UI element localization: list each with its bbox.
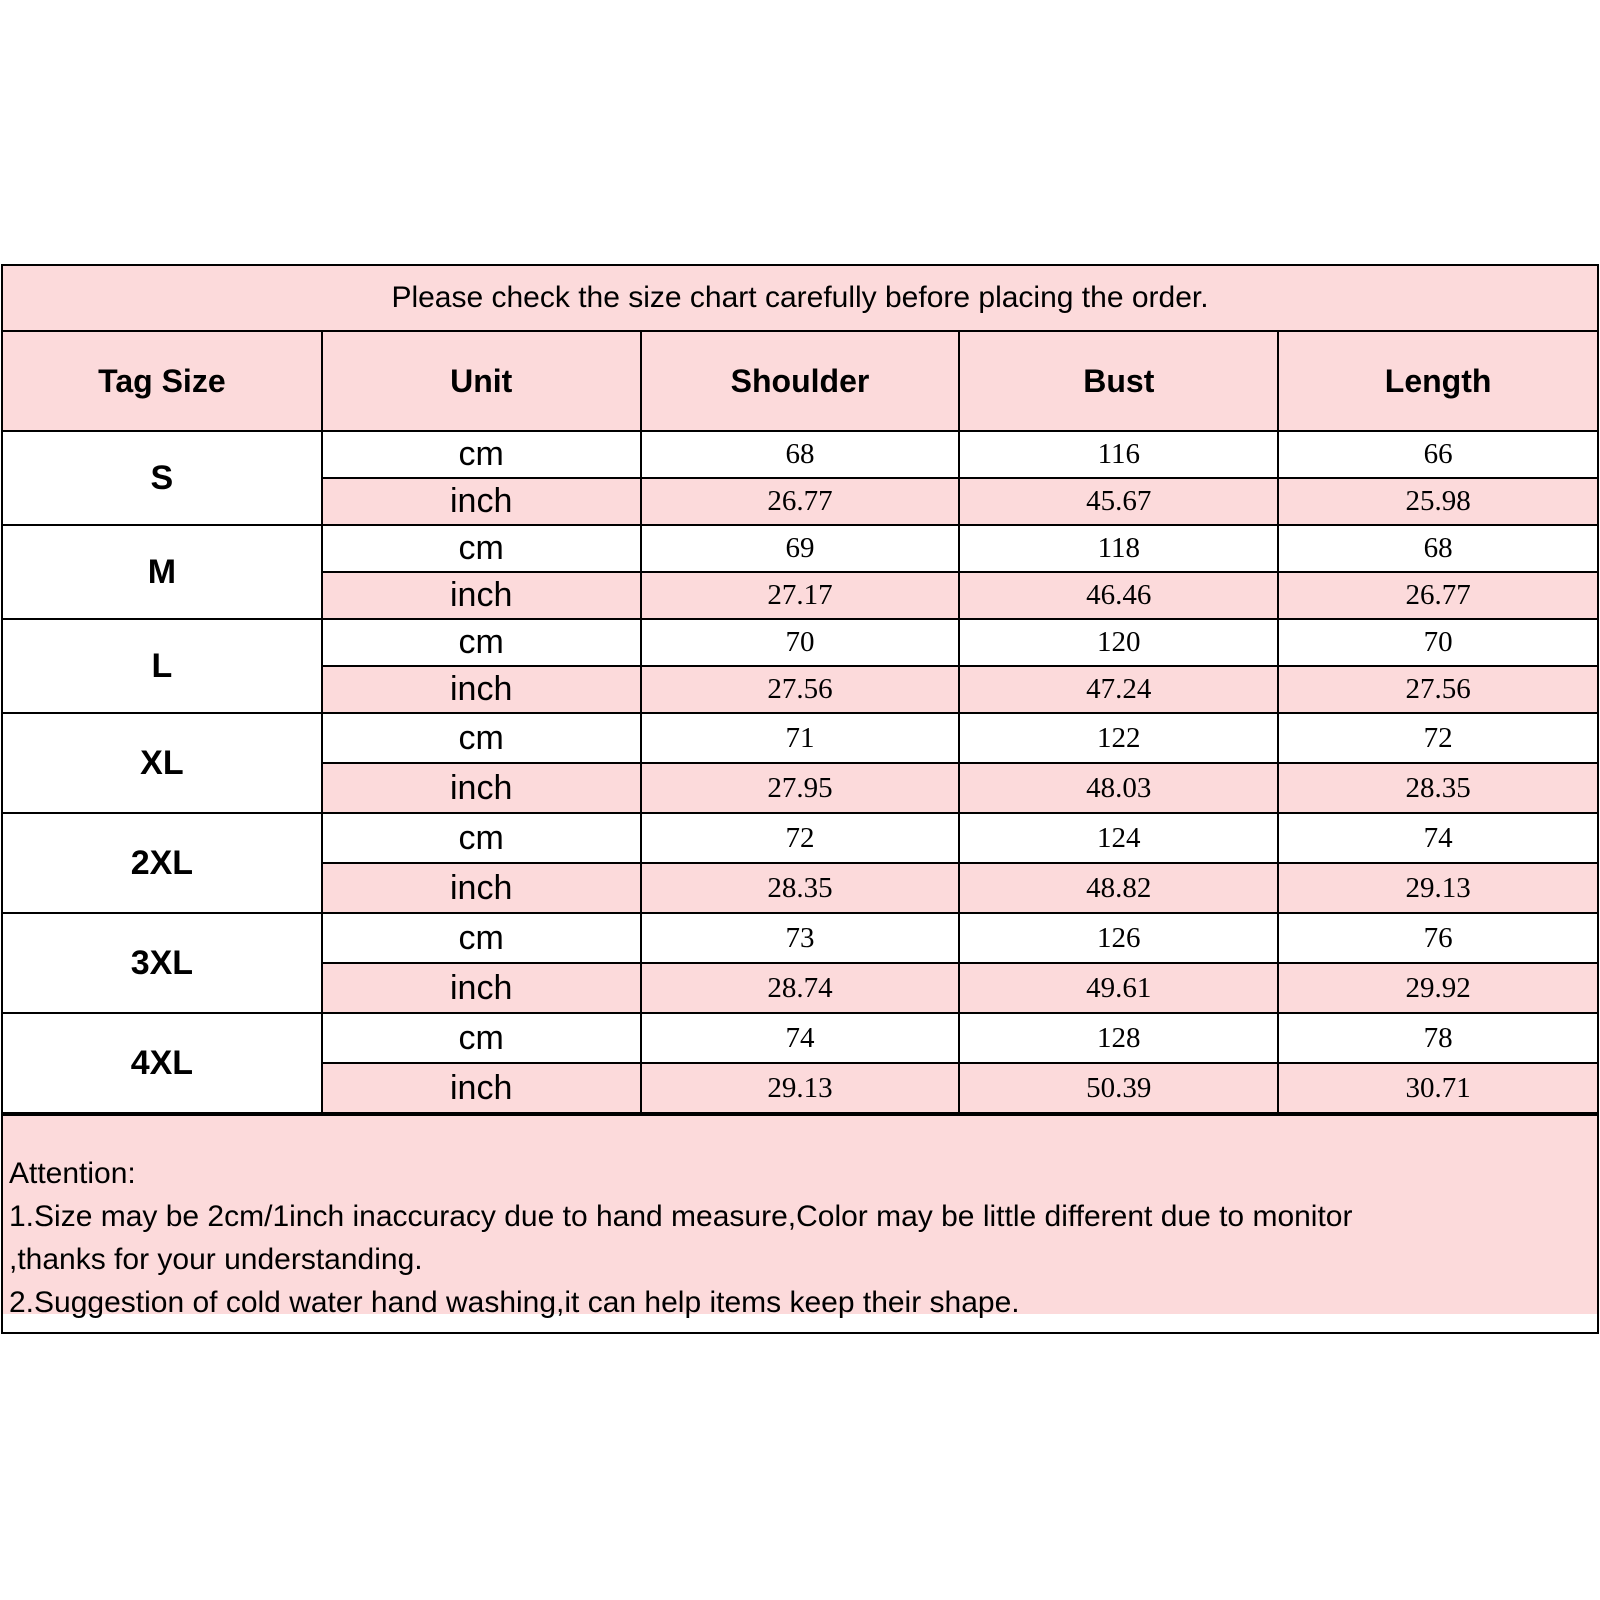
shoulder-cell: 73 (641, 913, 960, 963)
bust-cell: 126 (959, 913, 1278, 963)
attention-box (3, 1114, 1597, 1319)
bust-cell: 124 (959, 813, 1278, 863)
bust-cell: 49.61 (959, 963, 1278, 1013)
length-cell: 26.77 (1278, 572, 1597, 619)
tag-size-cell: M (3, 525, 322, 619)
unit-cell: inch (322, 763, 641, 813)
length-cell: 29.13 (1278, 863, 1597, 913)
unit-cell: cm (322, 1013, 641, 1063)
unit-cell: cm (322, 619, 641, 666)
shoulder-cell: 29.13 (641, 1063, 960, 1113)
shoulder-cell: 68 (641, 431, 960, 478)
unit-cell: inch (322, 666, 641, 713)
bust-cell: 118 (959, 525, 1278, 572)
shoulder-cell: 69 (641, 525, 960, 572)
shoulder-cell: 28.35 (641, 863, 960, 913)
size-row-cm (3, 1013, 1597, 1063)
unit-cell: inch (322, 863, 641, 913)
length-cell: 28.35 (1278, 763, 1597, 813)
header-bust: Bust (959, 331, 1278, 431)
length-cell: 27.56 (1278, 666, 1597, 713)
tag-size-cell: S (3, 431, 322, 525)
tag-size-cell: L (3, 619, 322, 713)
shoulder-cell: 28.74 (641, 963, 960, 1013)
shoulder-cell: 72 (641, 813, 960, 863)
length-cell: 66 (1278, 431, 1597, 478)
bust-cell: 50.39 (959, 1063, 1278, 1113)
shoulder-cell: 27.56 (641, 666, 960, 713)
bust-cell: 120 (959, 619, 1278, 666)
size-row-cm (3, 525, 1597, 572)
length-cell: 25.98 (1278, 478, 1597, 525)
bust-cell: 48.03 (959, 763, 1278, 813)
shoulder-cell: 27.95 (641, 763, 960, 813)
length-cell: 74 (1278, 813, 1597, 863)
unit-cell: inch (322, 572, 641, 619)
shoulder-cell: 70 (641, 619, 960, 666)
notice-row (3, 266, 1597, 331)
size-row-cm (3, 713, 1597, 763)
unit-cell: cm (322, 431, 641, 478)
attention-line: 2.Suggestion of cold water hand washing,it can help items keep their shape. (9, 1286, 1020, 1319)
header-row (3, 331, 1597, 431)
notice-text: Please check the size chart carefully before placing the order. (3, 266, 1597, 331)
attention-title: Attention: (9, 1157, 136, 1190)
bust-cell: 122 (959, 713, 1278, 763)
tag-size-cell: 3XL (3, 913, 322, 1013)
tag-size-cell: XL (3, 713, 322, 813)
bust-cell: 46.46 (959, 572, 1278, 619)
header-shoulder: Shoulder (641, 331, 960, 431)
size-row-cm (3, 619, 1597, 666)
bust-cell: 128 (959, 1013, 1278, 1063)
size-chart (1, 264, 1599, 1334)
size-table (3, 266, 1597, 1114)
unit-cell: cm (322, 813, 641, 863)
length-cell: 29.92 (1278, 963, 1597, 1013)
shoulder-cell: 74 (641, 1013, 960, 1063)
length-cell: 78 (1278, 1013, 1597, 1063)
attention-line: ,thanks for your understanding. (9, 1243, 423, 1276)
bust-cell: 48.82 (959, 863, 1278, 913)
header-length: Length (1278, 331, 1597, 431)
shoulder-cell: 27.17 (641, 572, 960, 619)
unit-cell: inch (322, 478, 641, 525)
header-tag-size: Tag Size (3, 331, 322, 431)
length-cell: 76 (1278, 913, 1597, 963)
unit-cell: cm (322, 913, 641, 963)
length-cell: 72 (1278, 713, 1597, 763)
unit-cell: cm (322, 525, 641, 572)
attention-line: 1.Size may be 2cm/1inch inaccuracy due to hand measure,Color may be little different due to monitor (9, 1200, 1353, 1233)
length-cell: 30.71 (1278, 1063, 1597, 1113)
length-cell: 68 (1278, 525, 1597, 572)
bust-cell: 45.67 (959, 478, 1278, 525)
unit-cell: inch (322, 963, 641, 1013)
tag-size-cell: 2XL (3, 813, 322, 913)
size-row-cm (3, 431, 1597, 478)
unit-cell: inch (322, 1063, 641, 1113)
length-cell: 70 (1278, 619, 1597, 666)
shoulder-cell: 71 (641, 713, 960, 763)
unit-cell: cm (322, 713, 641, 763)
header-unit: Unit (322, 331, 641, 431)
size-row-cm (3, 813, 1597, 863)
bust-cell: 116 (959, 431, 1278, 478)
tag-size-cell: 4XL (3, 1013, 322, 1113)
size-row-cm (3, 913, 1597, 963)
shoulder-cell: 26.77 (641, 478, 960, 525)
bust-cell: 47.24 (959, 666, 1278, 713)
